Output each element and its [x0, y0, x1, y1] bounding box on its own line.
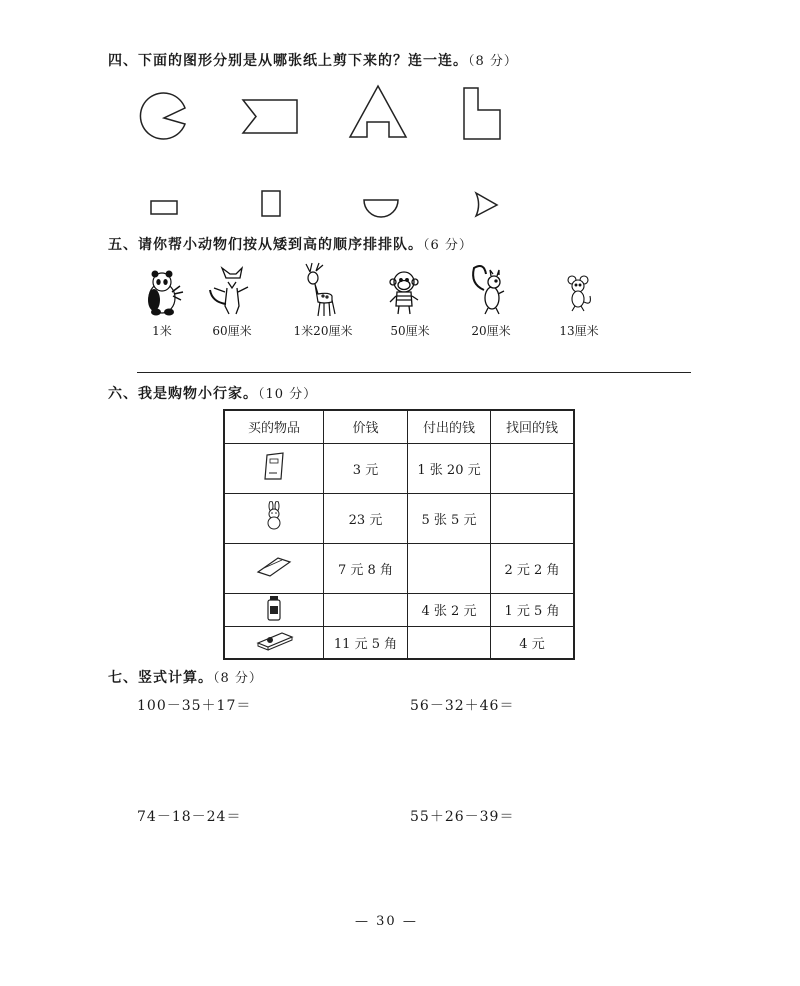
- rectangle-wide-icon: [151, 201, 177, 214]
- calc-problem: 74－18－24＝: [137, 809, 242, 825]
- a-frame-shape-icon: [350, 86, 406, 137]
- table-header-cell: 买的物品: [224, 410, 324, 443]
- item-cell: [224, 493, 324, 543]
- shapes-figure: [0, 0, 800, 230]
- notebook-icon: [261, 451, 287, 481]
- calc-problem: 55＋26－39＝: [410, 809, 515, 825]
- calc-problem: 56－32＋46＝: [410, 698, 515, 714]
- deer-icon: [306, 263, 335, 316]
- item-cell: [224, 626, 324, 659]
- price-cell: 11 元 5 角: [324, 626, 408, 659]
- section-4-points: （8 分）: [468, 54, 518, 69]
- change-cell: 1 元 5 角: [491, 593, 575, 626]
- section-6-title: 我是购物小行家。: [138, 386, 258, 402]
- l-shape-icon: [464, 88, 500, 139]
- section-4-title: 下面的图形分别是从哪张纸上剪下来的？连一连。: [138, 53, 468, 69]
- banner-shape-icon: [243, 100, 297, 133]
- page-number: 30: [376, 914, 397, 929]
- section-6-points: （10 分）: [258, 387, 318, 402]
- change-cell[interactable]: [491, 493, 575, 543]
- section-4-number: 四、: [108, 53, 138, 69]
- mouse-icon: [568, 276, 590, 311]
- calc-problem: 100－35＋17＝: [137, 698, 252, 714]
- table-header-cell: 找回的钱: [491, 410, 575, 443]
- item-cell: [224, 593, 324, 626]
- change-cell[interactable]: [491, 443, 575, 493]
- change-cell: 2 元 2 角: [491, 543, 575, 593]
- item-cell: [224, 543, 324, 593]
- paid-cell: 4 张 2 元: [408, 593, 491, 626]
- item-cell: [224, 443, 324, 493]
- section-7-heading: [108, 667, 263, 687]
- animal-height-label: 60厘米: [212, 324, 252, 338]
- animal-height-label: 1米20厘米: [293, 324, 353, 338]
- animals-figure: [0, 260, 800, 322]
- price-cell[interactable]: [324, 593, 408, 626]
- section-5-heading: [108, 234, 473, 254]
- section-5-points: （6 分）: [423, 238, 473, 253]
- animal-height-label: 1米: [152, 324, 172, 338]
- table-row: [224, 593, 574, 626]
- page-number-footer: [355, 914, 418, 929]
- answer-line[interactable]: [137, 372, 691, 373]
- bottle-icon: [264, 594, 284, 622]
- price-cell: 23 元: [324, 493, 408, 543]
- fox-icon: [210, 268, 248, 314]
- section-7-number: 七、: [108, 670, 138, 686]
- animal-height-label: 13厘米: [559, 324, 599, 338]
- table-row: [224, 626, 574, 659]
- table-header-cell: 价钱: [324, 410, 408, 443]
- animal-height-label: 50厘米: [390, 324, 430, 338]
- table-row: [224, 543, 574, 593]
- section-5-title: 请你帮小动物们按从矮到高的顺序排排队。: [138, 237, 423, 253]
- sector-icon: [476, 193, 497, 216]
- table-header-row: [224, 410, 574, 443]
- section-7-points: （8 分）: [213, 671, 263, 686]
- table-header-cell: 付出的钱: [408, 410, 491, 443]
- table-row: [224, 493, 574, 543]
- animal-height-label: 20厘米: [471, 324, 511, 338]
- change-cell: 4 元: [491, 626, 575, 659]
- paid-cell[interactable]: [408, 543, 491, 593]
- shopping-table: [223, 409, 575, 660]
- page-dash-left: —: [355, 914, 370, 929]
- rectangle-tall-icon: [262, 191, 280, 216]
- page-dash-right: —: [402, 914, 418, 929]
- semicircle-icon: [364, 200, 398, 217]
- section-6-number: 六、: [108, 386, 138, 402]
- paid-cell: 1 张 20 元: [408, 443, 491, 493]
- table-row: [224, 443, 574, 493]
- pacman-shape-icon: [140, 93, 185, 139]
- section-5-number: 五、: [108, 237, 138, 253]
- monkey-icon: [390, 272, 418, 314]
- panda-icon: [148, 271, 183, 316]
- eraser-icon: [254, 554, 294, 578]
- section-7-title: 竖式计算。: [138, 670, 213, 686]
- price-cell: 3 元: [324, 443, 408, 493]
- toy-rabbit-icon: [261, 501, 287, 531]
- price-cell: 7 元 8 角: [324, 543, 408, 593]
- squirrel-icon: [473, 266, 504, 314]
- paid-cell[interactable]: [408, 626, 491, 659]
- section-6-heading: [108, 383, 317, 403]
- pencil-box-icon: [254, 629, 294, 651]
- paid-cell: 5 张 5 元: [408, 493, 491, 543]
